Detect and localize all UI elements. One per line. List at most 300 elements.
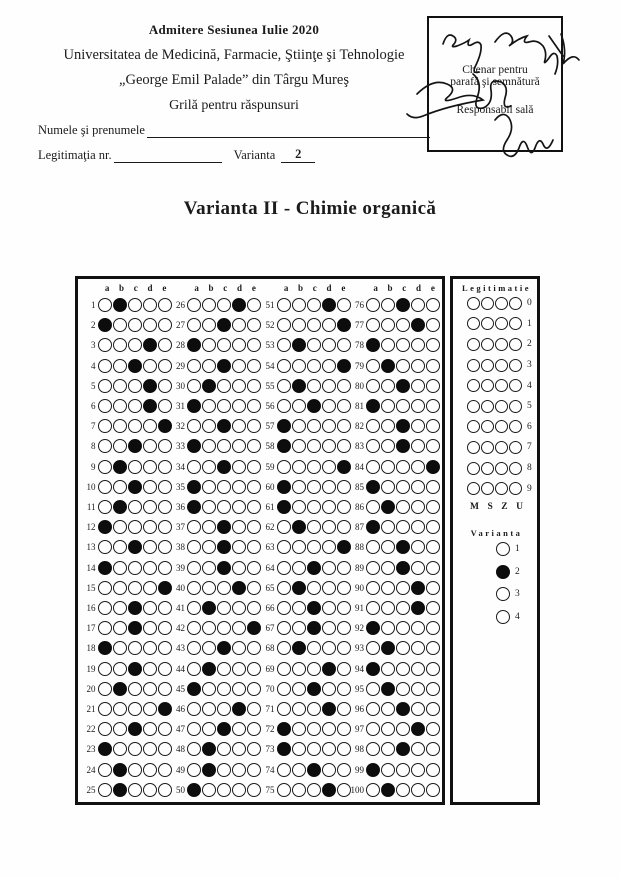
answer-bubble-73d[interactable] — [322, 742, 336, 756]
answer-bubble-11b[interactable] — [113, 500, 127, 514]
answer-bubble-4b[interactable] — [113, 359, 127, 373]
answer-bubble-3a[interactable] — [98, 338, 112, 352]
answer-bubble-78a[interactable] — [366, 338, 380, 352]
answer-bubble-7d[interactable] — [143, 419, 157, 433]
answer-bubble-74a[interactable] — [277, 763, 291, 777]
answer-bubble-8e[interactable] — [158, 439, 172, 453]
answer-bubble-6a[interactable] — [98, 399, 112, 413]
answer-bubble-100d[interactable] — [411, 783, 425, 797]
answer-bubble-33b[interactable] — [202, 439, 216, 453]
answer-bubble-21c[interactable] — [128, 702, 142, 716]
legitimatie-bubble-7[interactable] — [495, 441, 508, 454]
answer-bubble-42e[interactable] — [247, 621, 261, 635]
answer-bubble-23c[interactable] — [128, 742, 142, 756]
answer-bubble-89a[interactable] — [366, 561, 380, 575]
answer-bubble-49a[interactable] — [187, 763, 201, 777]
answer-bubble-77c[interactable] — [396, 318, 410, 332]
answer-bubble-66e[interactable] — [337, 601, 351, 615]
answer-bubble-57a[interactable] — [277, 419, 291, 433]
answer-bubble-54e[interactable] — [337, 359, 351, 373]
answer-bubble-19c[interactable] — [128, 662, 142, 676]
answer-bubble-81e[interactable] — [426, 399, 440, 413]
answer-bubble-53b[interactable] — [292, 338, 306, 352]
answer-bubble-22d[interactable] — [143, 722, 157, 736]
answer-bubble-84d[interactable] — [411, 460, 425, 474]
answer-bubble-76e[interactable] — [426, 298, 440, 312]
answer-bubble-99d[interactable] — [411, 763, 425, 777]
answer-bubble-2b[interactable] — [113, 318, 127, 332]
answer-bubble-27b[interactable] — [202, 318, 216, 332]
answer-bubble-18e[interactable] — [158, 641, 172, 655]
answer-bubble-78b[interactable] — [381, 338, 395, 352]
answer-bubble-53d[interactable] — [322, 338, 336, 352]
answer-bubble-48e[interactable] — [247, 742, 261, 756]
answer-bubble-1b[interactable] — [113, 298, 127, 312]
answer-bubble-91c[interactable] — [396, 601, 410, 615]
answer-bubble-48c[interactable] — [217, 742, 231, 756]
answer-bubble-68b[interactable] — [292, 641, 306, 655]
answer-bubble-37d[interactable] — [232, 520, 246, 534]
legitimatie-bubble-7[interactable] — [481, 441, 494, 454]
answer-bubble-23d[interactable] — [143, 742, 157, 756]
answer-bubble-24e[interactable] — [158, 763, 172, 777]
answer-bubble-56b[interactable] — [292, 399, 306, 413]
answer-bubble-31a[interactable] — [187, 399, 201, 413]
answer-bubble-39e[interactable] — [247, 561, 261, 575]
answer-bubble-85e[interactable] — [426, 480, 440, 494]
answer-bubble-98d[interactable] — [411, 742, 425, 756]
answer-bubble-45d[interactable] — [232, 682, 246, 696]
answer-bubble-13b[interactable] — [113, 540, 127, 554]
answer-bubble-48a[interactable] — [187, 742, 201, 756]
answer-bubble-33c[interactable] — [217, 439, 231, 453]
answer-bubble-75a[interactable] — [277, 783, 291, 797]
answer-bubble-47e[interactable] — [247, 722, 261, 736]
answer-bubble-10d[interactable] — [143, 480, 157, 494]
answer-bubble-77d[interactable] — [411, 318, 425, 332]
answer-bubble-44e[interactable] — [247, 662, 261, 676]
answer-bubble-62d[interactable] — [322, 520, 336, 534]
answer-bubble-57b[interactable] — [292, 419, 306, 433]
legitimatie-bubble-3[interactable] — [467, 359, 480, 372]
answer-bubble-38c[interactable] — [217, 540, 231, 554]
answer-bubble-54a[interactable] — [277, 359, 291, 373]
answer-bubble-20a[interactable] — [98, 682, 112, 696]
answer-bubble-30e[interactable] — [247, 379, 261, 393]
answer-bubble-64a[interactable] — [277, 561, 291, 575]
answer-bubble-30b[interactable] — [202, 379, 216, 393]
legitimatie-bubble-0[interactable] — [467, 297, 480, 310]
answer-bubble-95d[interactable] — [411, 682, 425, 696]
answer-bubble-49e[interactable] — [247, 763, 261, 777]
answer-bubble-56a[interactable] — [277, 399, 291, 413]
answer-bubble-42d[interactable] — [232, 621, 246, 635]
legitimatie-bubble-6[interactable] — [467, 420, 480, 433]
answer-bubble-85d[interactable] — [411, 480, 425, 494]
answer-bubble-32e[interactable] — [247, 419, 261, 433]
legitimatie-bubble-1[interactable] — [481, 317, 494, 330]
answer-bubble-75b[interactable] — [292, 783, 306, 797]
answer-bubble-20e[interactable] — [158, 682, 172, 696]
answer-bubble-85a[interactable] — [366, 480, 380, 494]
answer-bubble-20b[interactable] — [113, 682, 127, 696]
answer-bubble-29e[interactable] — [247, 359, 261, 373]
answer-bubble-98e[interactable] — [426, 742, 440, 756]
legitimatie-bubble-9[interactable] — [495, 482, 508, 495]
answer-bubble-59b[interactable] — [292, 460, 306, 474]
answer-bubble-84c[interactable] — [396, 460, 410, 474]
answer-bubble-3d[interactable] — [143, 338, 157, 352]
answer-bubble-58d[interactable] — [322, 439, 336, 453]
answer-bubble-69e[interactable] — [337, 662, 351, 676]
answer-bubble-35c[interactable] — [217, 480, 231, 494]
legitimatie-bubble-6[interactable] — [509, 420, 522, 433]
answer-bubble-66a[interactable] — [277, 601, 291, 615]
answer-bubble-43c[interactable] — [217, 641, 231, 655]
answer-bubble-9a[interactable] — [98, 460, 112, 474]
answer-bubble-79c[interactable] — [396, 359, 410, 373]
answer-bubble-42c[interactable] — [217, 621, 231, 635]
answer-bubble-9c[interactable] — [128, 460, 142, 474]
answer-bubble-11d[interactable] — [143, 500, 157, 514]
answer-bubble-88e[interactable] — [426, 540, 440, 554]
answer-bubble-21b[interactable] — [113, 702, 127, 716]
answer-bubble-81c[interactable] — [396, 399, 410, 413]
answer-bubble-75c[interactable] — [307, 783, 321, 797]
answer-bubble-83c[interactable] — [396, 439, 410, 453]
answer-bubble-83b[interactable] — [381, 439, 395, 453]
answer-bubble-40a[interactable] — [187, 581, 201, 595]
answer-bubble-75d[interactable] — [322, 783, 336, 797]
answer-bubble-41c[interactable] — [217, 601, 231, 615]
answer-bubble-72d[interactable] — [322, 722, 336, 736]
answer-bubble-67b[interactable] — [292, 621, 306, 635]
answer-bubble-14b[interactable] — [113, 561, 127, 575]
answer-bubble-27a[interactable] — [187, 318, 201, 332]
answer-bubble-78c[interactable] — [396, 338, 410, 352]
answer-bubble-68d[interactable] — [322, 641, 336, 655]
answer-bubble-33e[interactable] — [247, 439, 261, 453]
answer-bubble-38d[interactable] — [232, 540, 246, 554]
answer-bubble-88c[interactable] — [396, 540, 410, 554]
answer-bubble-86d[interactable] — [411, 500, 425, 514]
answer-bubble-40b[interactable] — [202, 581, 216, 595]
answer-bubble-40d[interactable] — [232, 581, 246, 595]
answer-bubble-100e[interactable] — [426, 783, 440, 797]
answer-bubble-81a[interactable] — [366, 399, 380, 413]
answer-bubble-41d[interactable] — [232, 601, 246, 615]
answer-bubble-93a[interactable] — [366, 641, 380, 655]
answer-bubble-60d[interactable] — [322, 480, 336, 494]
answer-bubble-64c[interactable] — [307, 561, 321, 575]
answer-bubble-41e[interactable] — [247, 601, 261, 615]
answer-bubble-83a[interactable] — [366, 439, 380, 453]
answer-bubble-7b[interactable] — [113, 419, 127, 433]
answer-bubble-79a[interactable] — [366, 359, 380, 373]
answer-bubble-80e[interactable] — [426, 379, 440, 393]
answer-bubble-36e[interactable] — [247, 500, 261, 514]
answer-bubble-46c[interactable] — [217, 702, 231, 716]
answer-bubble-84e[interactable] — [426, 460, 440, 474]
answer-bubble-71c[interactable] — [307, 702, 321, 716]
answer-bubble-61d[interactable] — [322, 500, 336, 514]
answer-bubble-74e[interactable] — [337, 763, 351, 777]
answer-bubble-1c[interactable] — [128, 298, 142, 312]
answer-bubble-12b[interactable] — [113, 520, 127, 534]
legitimatie-bubble-6[interactable] — [481, 420, 494, 433]
answer-bubble-37b[interactable] — [202, 520, 216, 534]
answer-bubble-12d[interactable] — [143, 520, 157, 534]
answer-bubble-43a[interactable] — [187, 641, 201, 655]
legitimatie-bubble-1[interactable] — [467, 317, 480, 330]
answer-bubble-70b[interactable] — [292, 682, 306, 696]
answer-bubble-50c[interactable] — [217, 783, 231, 797]
answer-bubble-58a[interactable] — [277, 439, 291, 453]
answer-bubble-56e[interactable] — [337, 399, 351, 413]
answer-bubble-21d[interactable] — [143, 702, 157, 716]
legitimatie-bubble-3[interactable] — [481, 359, 494, 372]
answer-bubble-8a[interactable] — [98, 439, 112, 453]
answer-bubble-52e[interactable] — [337, 318, 351, 332]
answer-bubble-89c[interactable] — [396, 561, 410, 575]
answer-bubble-17c[interactable] — [128, 621, 142, 635]
answer-bubble-5e[interactable] — [158, 379, 172, 393]
answer-bubble-13a[interactable] — [98, 540, 112, 554]
answer-bubble-80a[interactable] — [366, 379, 380, 393]
answer-bubble-55b[interactable] — [292, 379, 306, 393]
answer-bubble-6d[interactable] — [143, 399, 157, 413]
answer-bubble-89e[interactable] — [426, 561, 440, 575]
answer-bubble-76c[interactable] — [396, 298, 410, 312]
answer-bubble-64e[interactable] — [337, 561, 351, 575]
answer-bubble-38a[interactable] — [187, 540, 201, 554]
answer-bubble-53c[interactable] — [307, 338, 321, 352]
answer-bubble-17b[interactable] — [113, 621, 127, 635]
answer-bubble-92e[interactable] — [426, 621, 440, 635]
answer-bubble-36b[interactable] — [202, 500, 216, 514]
legitimatie-bubble-0[interactable] — [495, 297, 508, 310]
answer-bubble-30d[interactable] — [232, 379, 246, 393]
answer-bubble-63b[interactable] — [292, 540, 306, 554]
answer-bubble-11c[interactable] — [128, 500, 142, 514]
answer-bubble-48b[interactable] — [202, 742, 216, 756]
answer-bubble-11e[interactable] — [158, 500, 172, 514]
answer-bubble-93c[interactable] — [396, 641, 410, 655]
answer-bubble-56c[interactable] — [307, 399, 321, 413]
legitimatie-bubble-7[interactable] — [467, 441, 480, 454]
answer-bubble-88a[interactable] — [366, 540, 380, 554]
answer-bubble-64d[interactable] — [322, 561, 336, 575]
answer-bubble-68a[interactable] — [277, 641, 291, 655]
answer-bubble-72c[interactable] — [307, 722, 321, 736]
answer-bubble-13e[interactable] — [158, 540, 172, 554]
answer-bubble-17d[interactable] — [143, 621, 157, 635]
answer-bubble-71e[interactable] — [337, 702, 351, 716]
answer-bubble-12e[interactable] — [158, 520, 172, 534]
answer-bubble-9e[interactable] — [158, 460, 172, 474]
answer-bubble-51c[interactable] — [307, 298, 321, 312]
answer-bubble-74c[interactable] — [307, 763, 321, 777]
answer-bubble-100a[interactable] — [366, 783, 380, 797]
answer-bubble-10b[interactable] — [113, 480, 127, 494]
answer-bubble-68e[interactable] — [337, 641, 351, 655]
answer-bubble-3e[interactable] — [158, 338, 172, 352]
answer-bubble-85c[interactable] — [396, 480, 410, 494]
answer-bubble-21e[interactable] — [158, 702, 172, 716]
answer-bubble-33a[interactable] — [187, 439, 201, 453]
answer-bubble-39d[interactable] — [232, 561, 246, 575]
answer-bubble-28a[interactable] — [187, 338, 201, 352]
legitimatie-bubble-9[interactable] — [481, 482, 494, 495]
answer-bubble-50a[interactable] — [187, 783, 201, 797]
answer-bubble-55c[interactable] — [307, 379, 321, 393]
answer-bubble-38b[interactable] — [202, 540, 216, 554]
answer-bubble-14c[interactable] — [128, 561, 142, 575]
answer-bubble-7c[interactable] — [128, 419, 142, 433]
answer-bubble-82e[interactable] — [426, 419, 440, 433]
answer-bubble-86c[interactable] — [396, 500, 410, 514]
answer-bubble-34c[interactable] — [217, 460, 231, 474]
answer-bubble-27e[interactable] — [247, 318, 261, 332]
answer-bubble-51a[interactable] — [277, 298, 291, 312]
answer-bubble-23e[interactable] — [158, 742, 172, 756]
answer-bubble-44d[interactable] — [232, 662, 246, 676]
answer-bubble-65e[interactable] — [337, 581, 351, 595]
answer-bubble-47d[interactable] — [232, 722, 246, 736]
answer-bubble-96e[interactable] — [426, 702, 440, 716]
answer-bubble-62a[interactable] — [277, 520, 291, 534]
answer-bubble-87a[interactable] — [366, 520, 380, 534]
answer-bubble-39c[interactable] — [217, 561, 231, 575]
answer-bubble-32c[interactable] — [217, 419, 231, 433]
answer-bubble-21a[interactable] — [98, 702, 112, 716]
answer-bubble-4d[interactable] — [143, 359, 157, 373]
answer-bubble-69a[interactable] — [277, 662, 291, 676]
answer-bubble-94a[interactable] — [366, 662, 380, 676]
answer-bubble-82c[interactable] — [396, 419, 410, 433]
answer-bubble-34e[interactable] — [247, 460, 261, 474]
answer-bubble-99e[interactable] — [426, 763, 440, 777]
answer-bubble-24d[interactable] — [143, 763, 157, 777]
answer-bubble-44b[interactable] — [202, 662, 216, 676]
legitimatie-bubble-8[interactable] — [495, 462, 508, 475]
answer-bubble-28c[interactable] — [217, 338, 231, 352]
answer-bubble-22a[interactable] — [98, 722, 112, 736]
answer-bubble-60e[interactable] — [337, 480, 351, 494]
answer-bubble-2c[interactable] — [128, 318, 142, 332]
answer-bubble-20d[interactable] — [143, 682, 157, 696]
answer-bubble-25d[interactable] — [143, 783, 157, 797]
answer-bubble-12c[interactable] — [128, 520, 142, 534]
answer-bubble-43b[interactable] — [202, 641, 216, 655]
answer-bubble-45e[interactable] — [247, 682, 261, 696]
answer-bubble-94e[interactable] — [426, 662, 440, 676]
answer-bubble-32a[interactable] — [187, 419, 201, 433]
answer-bubble-50b[interactable] — [202, 783, 216, 797]
answer-bubble-16b[interactable] — [113, 601, 127, 615]
answer-bubble-67c[interactable] — [307, 621, 321, 635]
answer-bubble-97e[interactable] — [426, 722, 440, 736]
answer-bubble-18a[interactable] — [98, 641, 112, 655]
answer-bubble-93b[interactable] — [381, 641, 395, 655]
answer-bubble-90e[interactable] — [426, 581, 440, 595]
name-input-line[interactable] — [147, 125, 430, 138]
answer-bubble-14a[interactable] — [98, 561, 112, 575]
answer-bubble-25c[interactable] — [128, 783, 142, 797]
legitimatie-bubble-7[interactable] — [509, 441, 522, 454]
answer-bubble-8d[interactable] — [143, 439, 157, 453]
answer-bubble-91b[interactable] — [381, 601, 395, 615]
answer-bubble-30a[interactable] — [187, 379, 201, 393]
answer-bubble-67e[interactable] — [337, 621, 351, 635]
answer-bubble-88d[interactable] — [411, 540, 425, 554]
answer-bubble-28e[interactable] — [247, 338, 261, 352]
answer-bubble-45b[interactable] — [202, 682, 216, 696]
answer-bubble-69d[interactable] — [322, 662, 336, 676]
answer-bubble-31e[interactable] — [247, 399, 261, 413]
answer-bubble-96c[interactable] — [396, 702, 410, 716]
answer-bubble-16e[interactable] — [158, 601, 172, 615]
answer-bubble-2d[interactable] — [143, 318, 157, 332]
answer-bubble-54b[interactable] — [292, 359, 306, 373]
answer-bubble-87c[interactable] — [396, 520, 410, 534]
answer-bubble-5b[interactable] — [113, 379, 127, 393]
varianta-bubble-1[interactable] — [496, 542, 510, 556]
answer-bubble-15d[interactable] — [143, 581, 157, 595]
answer-bubble-31d[interactable] — [232, 399, 246, 413]
answer-bubble-85b[interactable] — [381, 480, 395, 494]
legitimatie-bubble-1[interactable] — [495, 317, 508, 330]
answer-bubble-15a[interactable] — [98, 581, 112, 595]
answer-bubble-75e[interactable] — [337, 783, 351, 797]
legitimatie-bubble-8[interactable] — [481, 462, 494, 475]
varianta-bubble-2[interactable] — [496, 565, 510, 579]
answer-bubble-95a[interactable] — [366, 682, 380, 696]
answer-bubble-2e[interactable] — [158, 318, 172, 332]
answer-bubble-1a[interactable] — [98, 298, 112, 312]
answer-bubble-31b[interactable] — [202, 399, 216, 413]
answer-bubble-5a[interactable] — [98, 379, 112, 393]
answer-bubble-71d[interactable] — [322, 702, 336, 716]
answer-bubble-94d[interactable] — [411, 662, 425, 676]
legitimatie-bubble-2[interactable] — [467, 338, 480, 351]
answer-bubble-52d[interactable] — [322, 318, 336, 332]
answer-bubble-35d[interactable] — [232, 480, 246, 494]
answer-bubble-28d[interactable] — [232, 338, 246, 352]
answer-bubble-93d[interactable] — [411, 641, 425, 655]
answer-bubble-12a[interactable] — [98, 520, 112, 534]
answer-bubble-38e[interactable] — [247, 540, 261, 554]
answer-bubble-44c[interactable] — [217, 662, 231, 676]
answer-bubble-94b[interactable] — [381, 662, 395, 676]
answer-bubble-4a[interactable] — [98, 359, 112, 373]
answer-bubble-50e[interactable] — [247, 783, 261, 797]
answer-bubble-97d[interactable] — [411, 722, 425, 736]
varianta-bubble-4[interactable] — [496, 610, 510, 624]
answer-bubble-69c[interactable] — [307, 662, 321, 676]
answer-bubble-27c[interactable] — [217, 318, 231, 332]
answer-bubble-26b[interactable] — [202, 298, 216, 312]
legitimatie-bubble-3[interactable] — [509, 359, 522, 372]
answer-bubble-99a[interactable] — [366, 763, 380, 777]
answer-bubble-95b[interactable] — [381, 682, 395, 696]
answer-bubble-26e[interactable] — [247, 298, 261, 312]
answer-bubble-7e[interactable] — [158, 419, 172, 433]
answer-bubble-92a[interactable] — [366, 621, 380, 635]
answer-bubble-97b[interactable] — [381, 722, 395, 736]
answer-bubble-25b[interactable] — [113, 783, 127, 797]
answer-bubble-33d[interactable] — [232, 439, 246, 453]
